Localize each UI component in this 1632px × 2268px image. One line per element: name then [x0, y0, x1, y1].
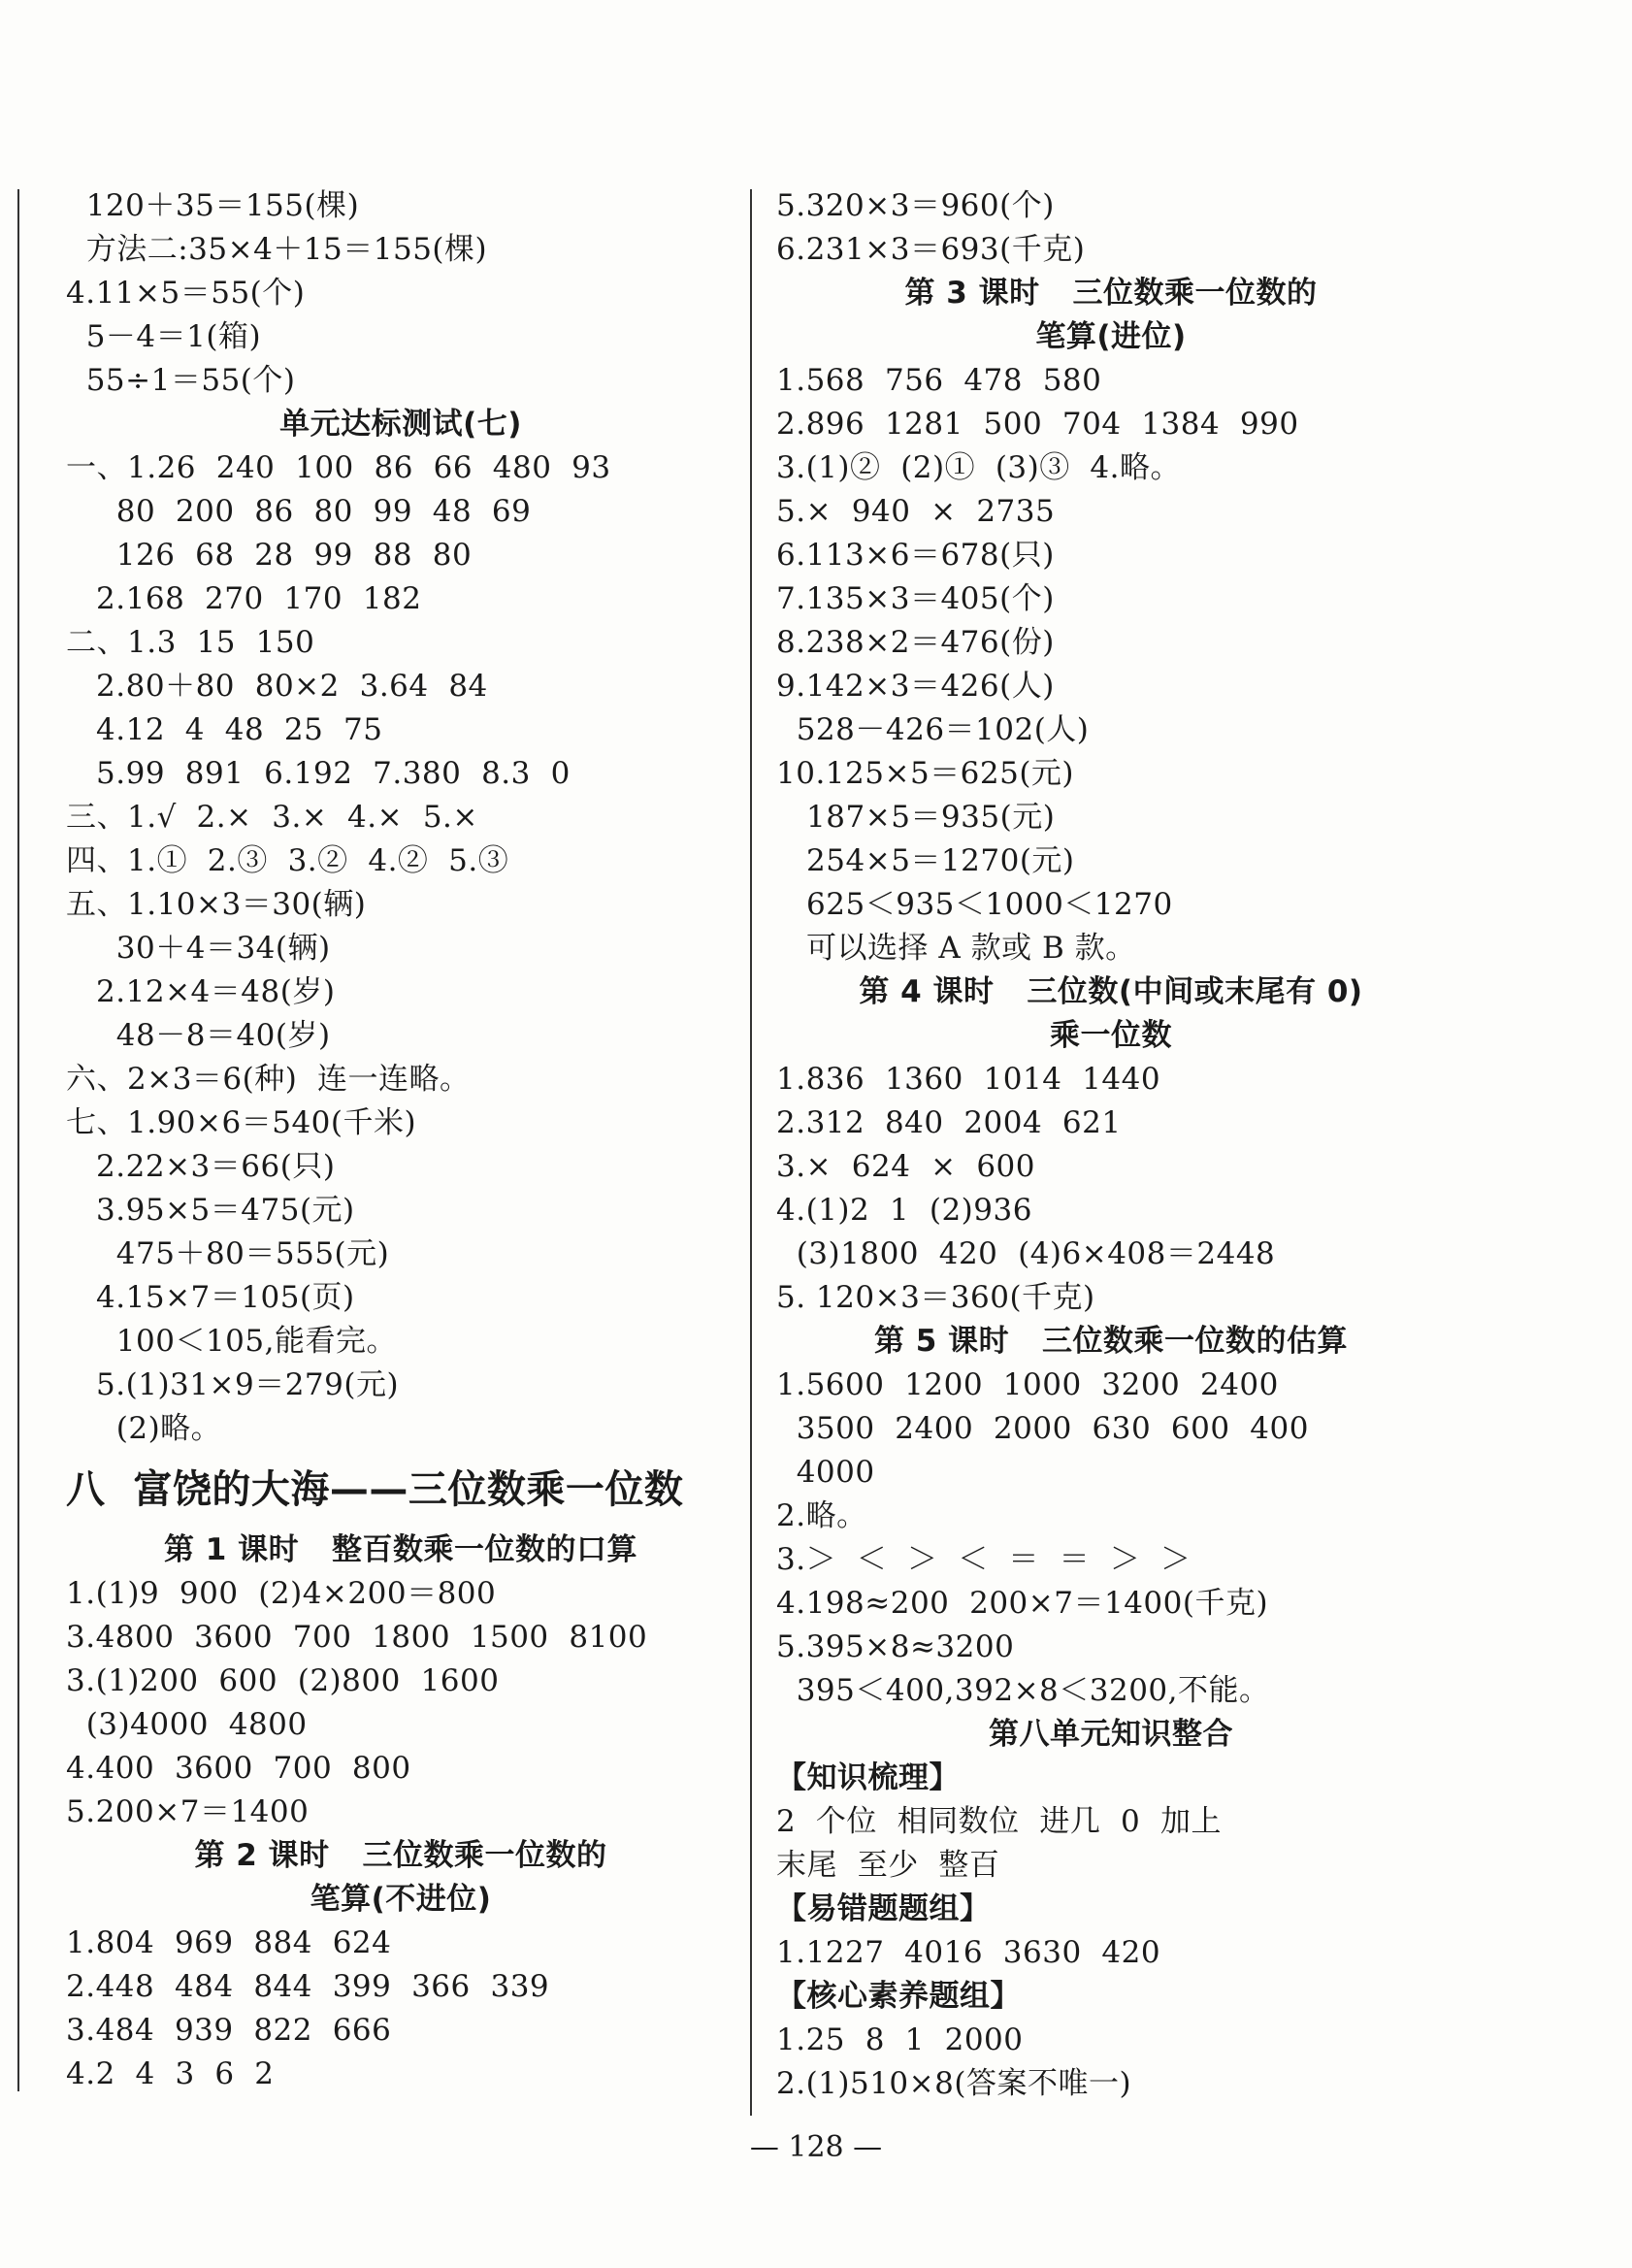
answer-line: 625＜935＜1000＜1270	[776, 887, 1173, 922]
answer-line: 2.12×4＝48(岁)	[66, 974, 336, 1009]
answer-line: 方法二:35×4＋15＝155(棵)	[66, 232, 488, 267]
section-heading: 单元达标测试(七)	[279, 407, 522, 442]
answer-line: 2.略。	[776, 1498, 867, 1533]
answer-line: 1.568 756 478 580	[776, 363, 1102, 398]
answer-line: 6.231×3＝693(千克)	[776, 232, 1086, 267]
answer-line: 5. 120×3＝360(千克)	[776, 1280, 1095, 1315]
answer-line: 5.99 891 6.192 7.380 8.3 0	[66, 756, 571, 791]
answer-line: 187×5＝935(元)	[776, 800, 1056, 835]
section-heading: 第八单元知识整合	[989, 1717, 1233, 1752]
answer-line: 395＜400,392×8＜3200,不能。	[776, 1673, 1270, 1708]
answer-line: 三、1.√ 2.× 3.× 4.× 5.×	[66, 800, 478, 835]
left-margin-rule	[17, 189, 19, 2091]
answer-line: 4.11×5＝55(个)	[66, 276, 306, 311]
section-heading: 第 1 课时 整百数乘一位数的口算	[163, 1532, 638, 1567]
answer-line: 5.200×7＝1400	[66, 1794, 310, 1829]
section-heading: 笔算(进位)	[1035, 319, 1187, 354]
answer-line: 5.395×8≈3200	[776, 1629, 1015, 1664]
answer-line: 475＋80＝555(元)	[66, 1236, 390, 1271]
chapter-title: 八 富饶的大海——三位数乘一位数	[66, 1467, 684, 1512]
answer-line: 1.(1)9 900 (2)4×200＝800	[66, 1576, 497, 1611]
answer-line: 末尾 至少 整百	[776, 1848, 1000, 1883]
answer-line: 3.484 939 822 666	[66, 2013, 392, 2048]
answer-line: 10.125×5＝625(元)	[776, 756, 1075, 791]
answer-line: 254×5＝1270(元)	[776, 843, 1075, 878]
section-heading: 第 4 课时 三位数(中间或末尾有 0)	[859, 974, 1363, 1009]
answer-line: 100＜105,能看完。	[66, 1324, 397, 1359]
answer-line: 1.836 1360 1014 1440	[776, 1062, 1161, 1097]
answer-line: 4.400 3600 700 800	[66, 1751, 411, 1786]
answer-line: 2.168 270 170 182	[66, 581, 422, 616]
answer-line: (3)1800 420 (4)6×408＝2448	[776, 1236, 1276, 1271]
answer-line: 5－4＝1(箱)	[66, 319, 262, 354]
answer-line: 3.(1)200 600 (2)800 1600	[66, 1663, 500, 1698]
answer-line: 五、1.10×3＝30(辆)	[66, 887, 367, 922]
answer-line: 3500 2400 2000 630 600 400	[776, 1411, 1309, 1446]
answer-line: 4.15×7＝105(页)	[66, 1280, 355, 1315]
answer-line: 2.(1)510×8(答案不唯一)	[776, 2066, 1132, 2101]
answer-line: 5.(1)31×9＝279(元)	[66, 1367, 400, 1402]
answer-line: 2.22×3＝66(只)	[66, 1149, 336, 1184]
left-column	[66, 184, 735, 2096]
column-divider	[750, 189, 752, 2116]
answer-line: (2)略。	[66, 1411, 222, 1446]
answer-line: 1.804 969 884 624	[66, 1925, 392, 1960]
section-heading: 笔算(不进位)	[310, 1882, 492, 1917]
answer-line: 2.80＋80 80×2 3.64 84	[66, 669, 488, 704]
section-heading: 乘一位数	[1050, 1018, 1172, 1053]
section-heading: 第 5 课时 三位数乘一位数的估算	[873, 1324, 1349, 1359]
section-heading: 第 2 课时 三位数乘一位数的	[194, 1838, 607, 1873]
answer-line: 3.95×5＝475(元)	[66, 1193, 355, 1228]
answer-line: 126 68 28 99 88 80	[66, 538, 473, 573]
answer-line: 7.135×3＝405(个)	[776, 581, 1055, 616]
answer-line: 3.4800 3600 700 1800 1500 8100	[66, 1620, 648, 1655]
answer-line: (3)4000 4800	[66, 1707, 308, 1742]
answer-line: 3.× 624 × 600	[776, 1149, 1035, 1184]
subsection-label: 【易错题题组】	[776, 1891, 991, 1926]
answer-line: 2.448 484 844 399 366 339	[66, 1969, 550, 2004]
answer-line: 3.(1)② (2)① (3)③ 4.略。	[776, 450, 1182, 485]
answer-line: 可以选择 A 款或 B 款。	[776, 931, 1136, 966]
answer-line: 5.× 940 × 2735	[776, 494, 1056, 529]
answer-line: 8.238×2＝476(份)	[776, 625, 1055, 660]
answer-line: 1.1227 4016 3630 420	[776, 1935, 1161, 1970]
subsection-label: 【核心素养题组】	[776, 1979, 1021, 2014]
answer-line: 9.142×3＝426(人)	[776, 669, 1055, 704]
answer-line: 120＋35＝155(棵)	[66, 188, 360, 223]
answer-line: 六、2×3＝6(种) 连一连略。	[66, 1062, 471, 1097]
answer-line: 四、1.① 2.③ 3.② 4.② 5.③	[66, 843, 509, 878]
answer-line: 5.320×3＝960(个)	[776, 188, 1055, 223]
answer-line: 七、1.90×6＝540(千米)	[66, 1105, 417, 1140]
answer-line: 6.113×6＝678(只)	[776, 538, 1055, 573]
answer-line: 一、1.26 240 100 86 66 480 93	[66, 450, 611, 485]
answer-line: 80 200 86 80 99 48 69	[66, 494, 532, 529]
section-heading: 第 3 课时 三位数乘一位数的	[904, 276, 1318, 311]
answer-line: 1.25 8 1 2000	[776, 2022, 1024, 2057]
answer-line: 528－426＝102(人)	[776, 712, 1090, 747]
answer-line: 4000	[776, 1455, 875, 1490]
answer-line: 2.896 1281 500 704 1384 990	[776, 407, 1299, 442]
answer-line: 1.5600 1200 1000 3200 2400	[776, 1367, 1279, 1402]
answer-line: 3.＞ ＜ ＞ ＜ ＝ ＝ ＞ ＞	[776, 1542, 1191, 1577]
page-number: — 128 —	[749, 2130, 883, 2164]
answer-line: 30＋4＝34(辆)	[66, 931, 331, 966]
answer-line: 55÷1＝55(个)	[66, 363, 296, 398]
answer-line: 2 个位 相同数位 进几 0 加上	[776, 1804, 1222, 1839]
answer-line: 48－8＝40(岁)	[66, 1018, 331, 1053]
answer-line: 2.312 840 2004 621	[776, 1105, 1122, 1140]
answer-line: 4.198≈200 200×7＝1400(千克)	[776, 1586, 1269, 1621]
subsection-label: 【知识梳理】	[776, 1760, 960, 1795]
answer-line: 4.2 4 3 6 2	[66, 2056, 275, 2091]
answer-line: 4.(1)2 1 (2)936	[776, 1193, 1032, 1228]
answer-line: 4.12 4 48 25 75	[66, 712, 383, 747]
answer-line: 二、1.3 15 150	[66, 625, 315, 660]
right-column	[776, 184, 1446, 2106]
